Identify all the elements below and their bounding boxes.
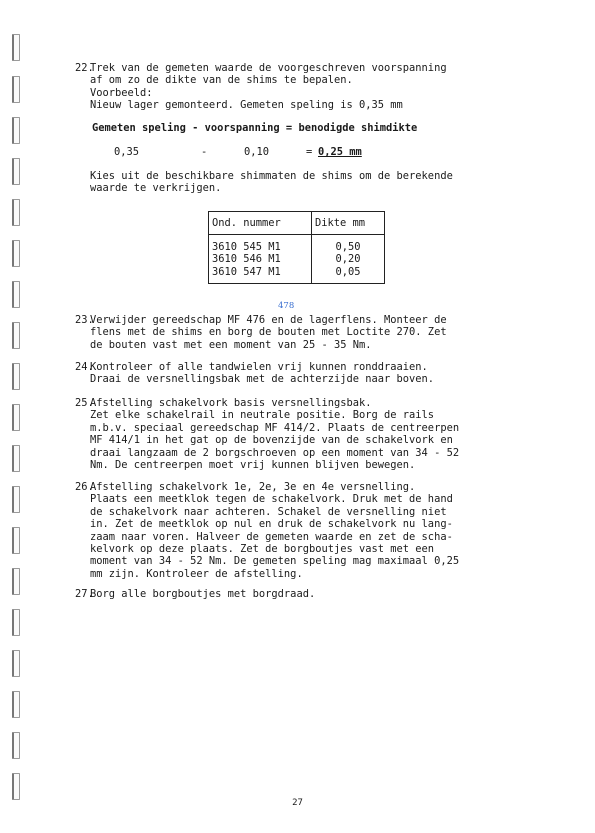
step-25 [75, 397, 525, 471]
punch-hole [12, 363, 20, 390]
step-text-line: de schakelvork naar achteren. Schakel de versnelling niet [90, 505, 447, 518]
step-text-line: Afstelling schakelvork basis versnellingsbak. [90, 397, 372, 409]
step-text-line: af om zo de dikte van de shims te bepalen. [90, 74, 353, 87]
punch-hole [12, 322, 20, 349]
punch-hole [12, 158, 20, 185]
table-header-row [209, 212, 385, 235]
page-number: 27 [292, 798, 303, 808]
step-text-line: m.b.v. speciaal gereedschap MF 414/2. Plaats de centreerpen [90, 421, 460, 434]
part-number: 3610 545 M1 [212, 241, 281, 253]
punch-hole [12, 34, 20, 61]
punch-hole [12, 240, 20, 267]
step-number: 23. [75, 314, 94, 326]
punch-hole [12, 527, 20, 554]
step-text-line: mm zijn. Kontroleer de afstelling. [90, 567, 303, 580]
punch-hole [12, 486, 20, 513]
step-text-line: Afstelling schakelvork 1e, 2e, 3e en 4e versnelling. [90, 481, 416, 493]
step-text-line: Trek van de gemeten waarde de voorgeschreven voorspanning [90, 62, 447, 74]
example-minus: - [201, 146, 208, 158]
punch-hole [12, 76, 20, 103]
punch-hole [12, 199, 20, 226]
punch-hole [12, 691, 20, 718]
punch-hole [12, 117, 20, 144]
step-text-line: Kontroleer of alle tandwielen vrij kunnen ronddraaien. [90, 361, 428, 373]
punch-hole [12, 732, 20, 759]
step-text-line: Voorbeeld: [90, 86, 153, 99]
step-text-line: Nm. De centreerpen moet vrij kunnen blijven bewegen. [90, 458, 416, 471]
punch-hole [12, 568, 20, 595]
step-text-line: waarde te verkrijgen. [90, 182, 222, 195]
binding-holes [12, 0, 19, 833]
example-equals: = [306, 146, 313, 158]
step-23 [75, 314, 525, 351]
punch-hole [12, 445, 20, 472]
column-header: Dikte mm [312, 212, 385, 235]
punch-hole [12, 609, 20, 636]
punch-hole [12, 773, 20, 800]
punch-hole [12, 650, 20, 677]
step-text-line: Kies uit de beschikbare shimmaten de shims om de berekende [90, 170, 453, 182]
example-result: 0,25 mm [318, 146, 362, 158]
step-text-line: flens met de shims en borg de bouten met Loctite 270. Zet [90, 326, 447, 339]
step-text-line: zaam naar voren. Halveer de gemeten waarde en zet de scha- [90, 530, 453, 543]
step-text-line: Borg alle borgboutjes met borgdraad. [90, 588, 316, 600]
handwritten-correction: 478 [278, 301, 295, 311]
punch-hole [12, 281, 20, 308]
step-text-line: draai langzaam de 2 borgschroeven op een moment van 34 - 52 [90, 446, 460, 459]
step-number: 24. [75, 361, 94, 373]
step-27 [75, 588, 525, 600]
shim-thickness: 0,20 [335, 253, 361, 266]
example-value-b: 0,10 [244, 146, 270, 158]
shim-thickness: 0,05 [335, 265, 361, 278]
step-number: 25. [75, 397, 94, 409]
shim-formula: Gemeten speling - voorspanning = benodigde shimdikte [92, 122, 418, 134]
part-number: 3610 547 M1 [212, 265, 281, 278]
step-22-continuation [90, 170, 540, 195]
step-number: 22. [75, 62, 94, 74]
step-text-line: Verwijder gereedschap MF 476 en de lagerflens. Monteer de [90, 314, 447, 326]
step-text-line: Plaats een meetklok tegen de schakelvork. Druk met de hand [90, 493, 453, 506]
shim-table [208, 211, 385, 284]
part-number: 3610 546 M1 [212, 253, 281, 266]
step-text-line: de bouten vast met een moment van 25 - 35 Nm. [90, 338, 372, 351]
shim-thickness: 0,50 [335, 241, 361, 253]
step-text-line: moment van 34 - 52 Nm. De gemeten speling mag maximaal 0,25 [90, 555, 460, 568]
step-26 [75, 481, 525, 580]
step-text-line: MF 414/1 in het gat op de bovenzijde van de schakelvork en [90, 434, 453, 447]
step-text-line: kelvork op deze plaats. Zet de borgboutjes vast met een [90, 542, 435, 555]
table-body-row [209, 235, 385, 284]
step-text-line: Nieuw lager gemonteerd. Gemeten speling is 0,35 mm [90, 99, 403, 112]
step-number: 27. [75, 588, 94, 600]
step-text-line: Zet elke schakelrail in neutrale positie. Borg de rails [90, 409, 435, 422]
column-header: Ond. nummer [209, 212, 312, 235]
step-text-line: in. Zet de meetklok op nul en druk de schakelvork nu lang- [90, 518, 453, 531]
step-text-line: Draai de versnellingsbak met de achterzijde naar boven. [90, 373, 435, 386]
punch-hole [12, 404, 20, 431]
step-22 [75, 62, 525, 112]
example-value-a: 0,35 [114, 146, 140, 158]
step-24 [75, 361, 525, 386]
step-number: 26. [75, 481, 94, 493]
